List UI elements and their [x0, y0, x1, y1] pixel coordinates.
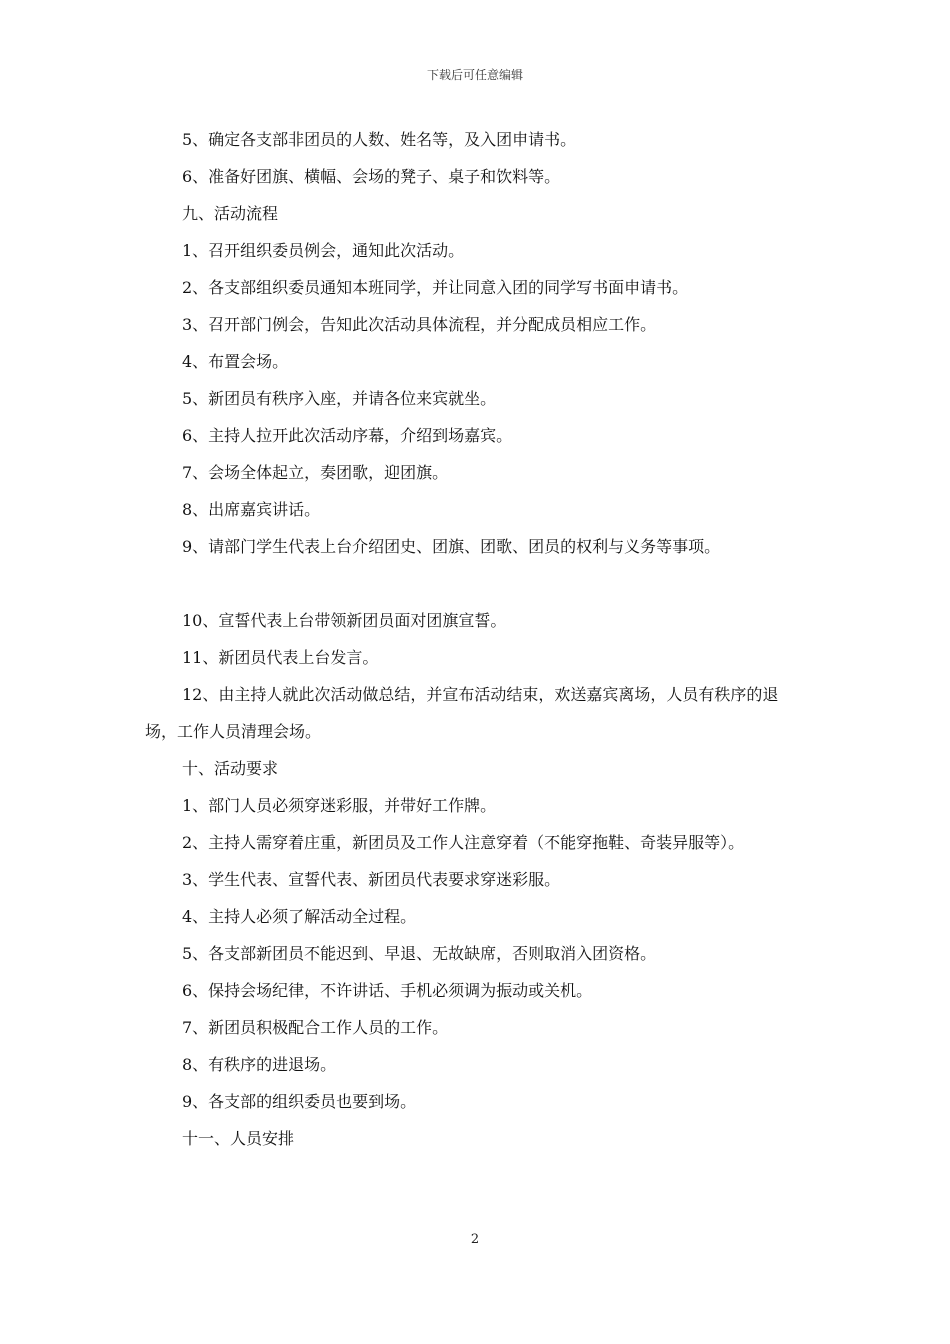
text-line: 2、各支部组织委员通知本班同学，并让同意入团的同学写书面申请书。: [182, 278, 689, 297]
text-line: 1、召开组织委员例会，通知此次活动。: [182, 241, 465, 260]
text-line: 6、保持会场纪律，不许讲话、手机必须调为振动或关机。: [182, 981, 593, 1000]
section-heading-staff-arrangement: 十一、人员安排: [182, 1129, 295, 1148]
paragraph-requirement-2: 2、主持人需穿着庄重，新团员及工作人注意穿着（不能穿拖鞋、奇装异服等）。: [182, 833, 745, 852]
text-line: 9、请部门学生代表上台介绍团史、团旗、团歌、团员的权利与义务等事项。: [182, 537, 721, 556]
text-line: 11、新团员代表上台发言。: [182, 648, 379, 667]
text-line: 9、各支部的组织委员也要到场。: [182, 1092, 417, 1111]
blank-line: [145, 565, 810, 602]
section-heading-activity-flow: 九、活动流程: [182, 204, 279, 223]
page-number: 2: [470, 1232, 480, 1247]
page-header: 下载后可任意编辑: [426, 68, 523, 82]
text-line: 8、出席嘉宾讲话。: [182, 500, 321, 519]
text-line: 6、准备好团旗、横幅、会场的凳子、桌子和饮料等。: [182, 167, 561, 186]
text-line: 4、布置会场。: [182, 352, 289, 371]
text-line: 3、召开部门例会，告知此次活动具体流程，并分配成员相应工作。: [182, 315, 657, 334]
text-line: 7、新团员积极配合工作人员的工作。: [182, 1018, 449, 1037]
document-body: [145, 121, 810, 1157]
text-line: 3、学生代表、宣誓代表、新团员代表要求穿迷彩服。: [182, 870, 561, 889]
text-line: 10、宣誓代表上台带领新团员面对团旗宣誓。: [182, 611, 507, 630]
text-line: 8、有秩序的进退场。: [182, 1055, 337, 1074]
text-line: 7、会场全体起立，奏团歌，迎团旗。: [182, 463, 449, 482]
text-line: 5、各支部新团员不能迟到、早退、无故缺席，否则取消入团资格。: [182, 944, 657, 963]
text-line: 5、新团员有秩序入座，并请各位来宾就坐。: [182, 389, 497, 408]
section-heading-activity-requirements: 十、活动要求: [182, 759, 279, 778]
text-line: 1、部门人员必须穿迷彩服，并带好工作牌。: [182, 796, 497, 815]
text-line: 6、主持人拉开此次活动序幕，介绍到场嘉宾。: [182, 426, 513, 445]
paragraph-item-12: 12、由主持人就此次活动做总结，并宣布活动结束，欢送嘉宾离场，人员有秩序的退场，工作人员清理会场。: [145, 685, 779, 741]
text-line: 5、确定各支部非团员的人数、姓名等，及入团申请书。: [182, 130, 577, 149]
text-line: 4、主持人必须了解活动全过程。: [182, 907, 417, 926]
